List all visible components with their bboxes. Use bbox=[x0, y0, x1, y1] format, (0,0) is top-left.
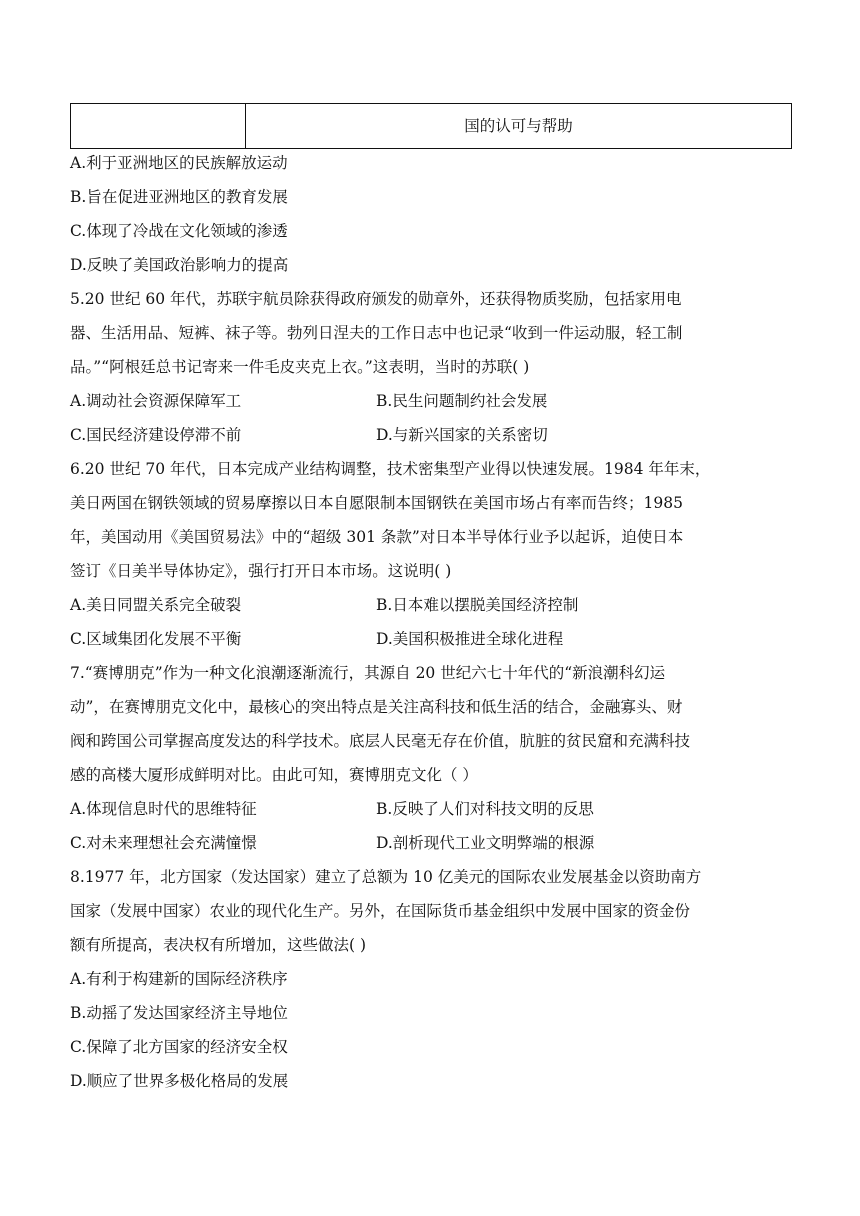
q6-option-b: B.日本难以摆脱美国经济控制 bbox=[376, 596, 579, 614]
q8-option-d: D.顺应了世界多极化格局的发展 bbox=[70, 1072, 289, 1090]
q4-option-a: A.利于亚洲地区的民族解放运动 bbox=[70, 154, 288, 172]
q7-option-c: C.对未来理想社会充满憧憬 bbox=[70, 834, 257, 852]
q8-stem-line: 8.1977 年，北方国家（发达国家）建立了总额为 10 亿美元的国际农业发展基金以资助南方 bbox=[70, 868, 702, 886]
q5-option-a: A.调动社会资源保障军工 bbox=[70, 392, 242, 410]
q8-option-a: A.有利于构建新的国际经济秩序 bbox=[70, 970, 288, 988]
q7-stem-line: 动”，在赛博朋克文化中，最核心的突出特点是关注高科技和低生活的结合，金融寡头、财 bbox=[70, 698, 683, 716]
q6-stem-line: 美日两国在钢铁领域的贸易摩擦以日本自愿限制本国钢铁在美国市场占有率而告终；1985 bbox=[70, 494, 683, 512]
table-cell-empty bbox=[71, 104, 246, 148]
q6-option-a: A.美日同盟关系完全破裂 bbox=[70, 596, 242, 614]
q6-stem-line: 签订《日美半导体协定》，强行打开日本市场。这说明( ) bbox=[70, 562, 452, 580]
q6-stem-line: 年，美国动用《美国贸易法》中的“超级 301 条款”对日本半导体行业予以起诉，迫使日本 bbox=[70, 528, 684, 546]
q5-stem-line: 5.20 世纪 60 年代，苏联宇航员除获得政府颁发的勋章外，还获得物质奖励，包括家用电 bbox=[70, 290, 682, 308]
question-5 bbox=[70, 282, 792, 452]
table-row bbox=[70, 103, 792, 149]
table-cell-text: 国的认可与帮助 bbox=[464, 117, 573, 135]
q7-stem-line: 感的高楼大厦形成鲜明对比。由此可知，赛博朋克文化（ ） bbox=[70, 766, 478, 784]
question-7 bbox=[70, 656, 792, 860]
q5-stem-line: 品。”“阿根廷总书记寄来一件毛皮夹克上衣。”这表明，当时的苏联( ) bbox=[70, 358, 530, 376]
q7-option-d: D.剖析现代工业文明弊端的根源 bbox=[376, 834, 595, 852]
q5-option-d: D.与新兴国家的关系密切 bbox=[376, 426, 548, 444]
q5-option-c: C.国民经济建设停滞不前 bbox=[70, 426, 242, 444]
q6-option-c: C.区域集团化发展不平衡 bbox=[70, 630, 242, 648]
q4-option-b: B.旨在促进亚洲地区的教育发展 bbox=[70, 188, 288, 206]
question-8 bbox=[70, 860, 792, 1098]
q7-option-b: B.反映了人们对科技文明的反思 bbox=[376, 800, 594, 818]
q7-stem-line: 阀和跨国公司掌握高度发达的科学技术。底层人民毫无存在价值，肮脏的贫民窟和充满科技 bbox=[70, 732, 691, 750]
q5-stem-line: 器、生活用品、短裤、袜子等。勃列日涅夫的工作日志中也记录“收到一件运动服，轻工制 bbox=[70, 324, 683, 342]
q4-option-c: C.体现了冷战在文化领域的渗透 bbox=[70, 222, 288, 240]
q4-option-d: D.反映了美国政治影响力的提高 bbox=[70, 256, 289, 274]
q6-option-d: D.美国积极推进全球化进程 bbox=[376, 630, 564, 648]
q7-option-a: A.体现信息时代的思维特征 bbox=[70, 800, 257, 818]
q8-option-b: B.动摇了发达国家经济主导地位 bbox=[70, 1004, 288, 1022]
q4-options bbox=[70, 146, 792, 282]
q7-stem-line: 7.“赛博朋克”作为一种文化浪潮逐渐流行，其源自 20 世纪六七十年代的“新浪潮科幻运 bbox=[70, 664, 666, 682]
q8-stem-line: 额有所提高，表决权有所增加，这些做法( ) bbox=[70, 936, 367, 954]
document-page bbox=[70, 103, 792, 1098]
q8-option-c: C.保障了北方国家的经济安全权 bbox=[70, 1038, 288, 1056]
question-6 bbox=[70, 452, 792, 656]
q6-stem-line: 6.20 世纪 70 年代，日本完成产业结构调整，技术密集型产业得以快速发展。1984 年年末， bbox=[70, 460, 711, 478]
q8-stem-line: 国家（发展中国家）农业的现代化生产。另外，在国际货币基金组织中发展中国家的资金份 bbox=[70, 902, 691, 920]
q5-option-b: B.民生问题制约社会发展 bbox=[376, 392, 548, 410]
